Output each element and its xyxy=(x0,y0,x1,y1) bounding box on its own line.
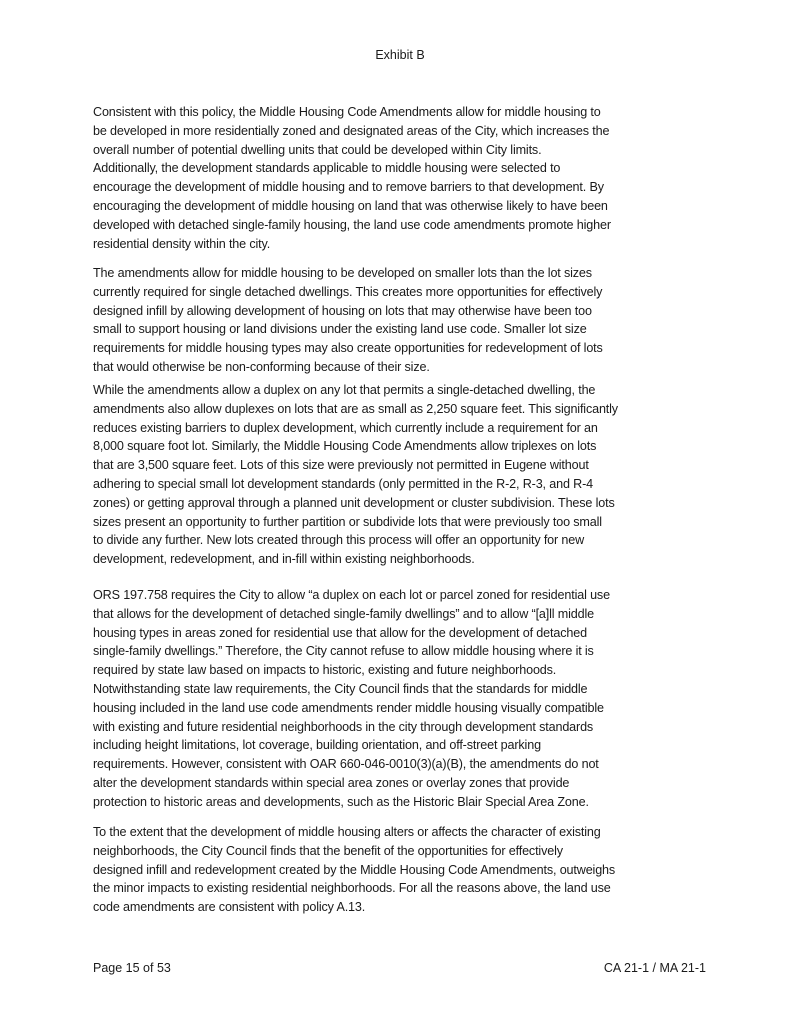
paragraph xyxy=(93,586,733,812)
paragraph-line: zones) or getting approval through a planned unit development or cluster subdivision. These lots xyxy=(93,495,615,510)
page-number: Page 15 of 53 xyxy=(93,961,171,975)
paragraph-line: code amendments are consistent with policy A.13. xyxy=(93,900,366,915)
paragraph-line: While the amendments allow a duplex on any lot that permits a single-detached dwelling, the xyxy=(93,383,596,397)
case-number: CA 21-1 / MA 21-1 xyxy=(603,961,706,975)
paragraph-line: requirements. However, consistent with OAR 660-046-0010(3)(a)(B), the amendments do not xyxy=(93,757,599,772)
paragraph-line: ORS 197.758 requires the City to allow “a duplex on each lot or parcel zoned for residential use xyxy=(93,588,610,602)
paragraph-line: that are 3,500 square feet. Lots of this size were previously not permitted in Eugene without xyxy=(93,458,589,473)
paragraph-line: to divide any further. New lots created through this process will offer an opportunity for new xyxy=(93,533,585,548)
paragraph-line: with existing and future residential neighborhoods in the city through development standards xyxy=(93,719,594,734)
paragraph-line: designed infill and redevelopment created by the Middle Housing Code Amendments, outweighs xyxy=(93,862,616,877)
paragraph xyxy=(93,264,733,377)
paragraph-line: be developed in more residentially zoned and designated areas of the City, which increases the xyxy=(93,123,610,138)
paragraph-line: required by state law based on impacts to historic, existing and future neighborhoods. xyxy=(93,663,557,678)
paragraph-line: encourage the development of middle housing and to remove barriers to that development. By xyxy=(93,180,604,195)
paragraph-line: small to support housing or land divisions under the existing land use code. Smaller lot size xyxy=(93,322,587,337)
paragraph-line: sizes present an opportunity to further partition or subdivide lots that were previously too small xyxy=(93,514,602,529)
paragraph-line: designed infill by allowing development of housing on lots that may otherwise have been too xyxy=(93,303,592,318)
paragraph-line: housing included in the land use code amendments render middle housing visually compatible xyxy=(93,700,604,715)
paragraph-line: Notwithstanding state law requirements, the City Council finds that the standards for middle xyxy=(93,681,588,696)
paragraph-line: adhering to special small lot development standards (only permitted in the R-2, R-3, and R-4 xyxy=(93,476,594,491)
paragraph-line: developed with detached single-family housing, the land use code amendments promote higher xyxy=(93,217,611,232)
paragraph-line: currently required for single detached dwellings. This creates more opportunities for effectively xyxy=(93,284,603,299)
paragraph-line: requirements for middle housing types may also create opportunities for redevelopment of lots xyxy=(93,341,603,356)
paragraph-line: Consistent with this policy, the Middle Housing Code Amendments allow for middle housing to xyxy=(93,105,601,119)
paragraph-line: development, redevelopment, and in-fill within existing neighborhoods. xyxy=(93,552,475,567)
page-header: Exhibit B xyxy=(375,48,425,62)
paragraph-line: protection to historic areas and developments, such as the Historic Blair Special Area Zone. xyxy=(93,794,589,809)
paragraph-line: reduces existing barriers to duplex development, which currently include a requirement for an xyxy=(93,420,598,435)
paragraph-line: that allows for the development of detached single-family dwellings” and to allow “[a]ll middle xyxy=(93,606,594,621)
paragraph-line: The amendments allow for middle housing to be developed on smaller lots than the lot sizes xyxy=(93,266,592,280)
paragraph-line: To the extent that the development of middle housing alters or affects the character of existing xyxy=(93,825,601,839)
paragraph-line: single-family dwellings.” Therefore, the City cannot refuse to allow middle housing where it is xyxy=(93,644,594,659)
paragraph-line: the minor impacts to existing residential neighborhoods. For all the reasons above, the land use xyxy=(93,881,611,896)
paragraph-line: housing types in areas zoned for residential use that allow for the development of detached xyxy=(93,625,587,640)
paragraph-line: alter the development standards within special area zones or overlay zones that provide xyxy=(93,775,570,790)
paragraph xyxy=(93,381,733,569)
paragraph-line: neighborhoods, the City Council finds that the benefit of the opportunities for effectively xyxy=(93,843,563,858)
paragraph-line: amendments also allow duplexes on lots that are as small as 2,250 square feet. This significantly xyxy=(93,401,618,416)
paragraph-line: 8,000 square foot lot. Similarly, the Middle Housing Code Amendments allow triplexes on lots xyxy=(93,439,597,454)
paragraph xyxy=(93,823,733,917)
paragraph-line: including height limitations, lot coverage, building orientation, and off-street parking xyxy=(93,738,541,753)
paragraph-line: overall number of potential dwelling units that could be developed within City limits. xyxy=(93,142,542,157)
paragraph-line: that would otherwise be non-conforming because of their size. xyxy=(93,359,430,374)
paragraph-line: Additionally, the development standards applicable to middle housing were selected to xyxy=(93,161,561,176)
paragraph-line: encouraging the development of middle housing on land that was otherwise likely to have been xyxy=(93,198,608,213)
paragraph-line: residential density within the city. xyxy=(93,236,271,251)
paragraph xyxy=(93,103,733,253)
